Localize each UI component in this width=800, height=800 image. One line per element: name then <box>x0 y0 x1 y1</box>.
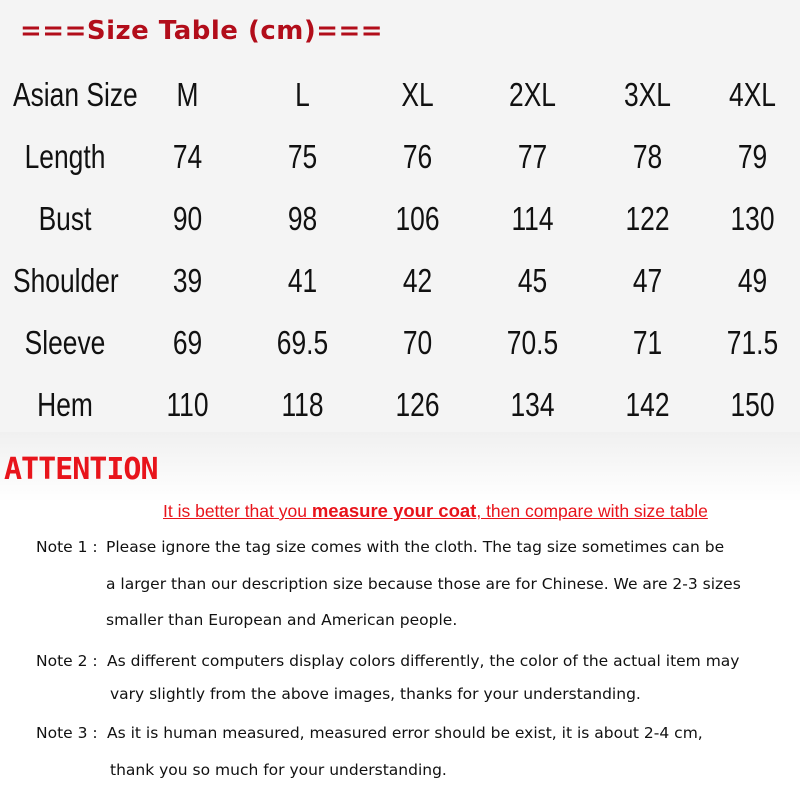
note-line: a larger than our description size because those are for Chinese. We are 2-3 sizes <box>106 575 741 593</box>
table-cell: 134 <box>510 386 555 423</box>
header-cell: 2XL <box>509 76 556 113</box>
table-header-row <box>0 64 800 126</box>
table-cell: 71 <box>632 324 663 361</box>
header-cell: 4XL <box>729 76 776 113</box>
table-row-sleeve <box>0 312 800 374</box>
row-label: Shoulder <box>13 262 119 299</box>
note-label: Note 2 : <box>36 652 98 670</box>
table-cell: 42 <box>402 262 433 299</box>
table-cell: 41 <box>287 262 318 299</box>
note-line: As different computers display colors differently, the color of the actual item may <box>107 652 740 670</box>
row-label: Bust <box>38 200 92 237</box>
table-cell: 39 <box>172 262 203 299</box>
table-cell: 70 <box>402 324 433 361</box>
table-cell: 150 <box>730 386 775 423</box>
note-line: As it is human measured, measured error should be exist, it is about 2-4 cm, <box>107 724 703 742</box>
table-cell: 71.5 <box>726 324 779 361</box>
row-label: Length <box>24 138 106 175</box>
note-line: thank you so much for your understanding. <box>110 761 447 779</box>
table-cell: 75 <box>287 138 318 175</box>
measure-advice <box>163 500 708 522</box>
table-row-hem <box>0 374 800 436</box>
advice-emphasis: measure your coat <box>311 500 477 521</box>
note-line: Please ignore the tag size comes with the cloth. The tag size sometimes can be <box>106 538 725 556</box>
table-cell: 90 <box>172 200 203 237</box>
table-cell: 126 <box>395 386 440 423</box>
table-cell: 70.5 <box>506 324 559 361</box>
table-cell: 106 <box>395 200 440 237</box>
table-row-length <box>0 126 800 188</box>
table-cell: 76 <box>402 138 433 175</box>
table-cell: 45 <box>517 262 548 299</box>
note-line: vary slightly from the above images, thanks for your understanding. <box>110 685 641 703</box>
note-line: smaller than European and American people. <box>106 611 458 629</box>
table-cell: 114 <box>511 200 554 237</box>
advice-text-start: It is better that you <box>163 501 312 521</box>
table-cell: 69.5 <box>276 324 329 361</box>
table-cell: 118 <box>281 386 324 423</box>
table-cell: 78 <box>632 138 663 175</box>
size-table-title: ===Size Table (cm)=== <box>20 16 384 46</box>
row-label: Hem <box>37 386 93 423</box>
advice-text-end: , then compare with size table <box>476 501 708 521</box>
table-cell: 79 <box>737 138 768 175</box>
table-cell: 77 <box>517 138 548 175</box>
table-cell: 110 <box>166 386 209 423</box>
table-cell: 142 <box>625 386 670 423</box>
table-row-shoulder <box>0 250 800 312</box>
note-label: Note 3 : <box>36 724 98 742</box>
table-cell: 122 <box>625 200 670 237</box>
header-cell: Asian Size <box>13 76 138 113</box>
header-cell: 3XL <box>624 76 671 113</box>
table-cell: 49 <box>737 262 768 299</box>
note-label: Note 1 : <box>36 538 98 556</box>
header-cell: XL <box>401 76 434 113</box>
header-cell: M <box>176 76 199 113</box>
table-row-bust <box>0 188 800 250</box>
table-cell: 74 <box>172 138 203 175</box>
table-cell: 130 <box>730 200 775 237</box>
header-cell: L <box>295 76 310 113</box>
table-cell: 69 <box>172 324 203 361</box>
table-cell: 98 <box>287 200 318 237</box>
size-table <box>0 64 800 436</box>
table-cell: 47 <box>632 262 663 299</box>
row-label: Sleeve <box>24 324 106 361</box>
attention-heading: ATTENTION <box>4 452 158 487</box>
